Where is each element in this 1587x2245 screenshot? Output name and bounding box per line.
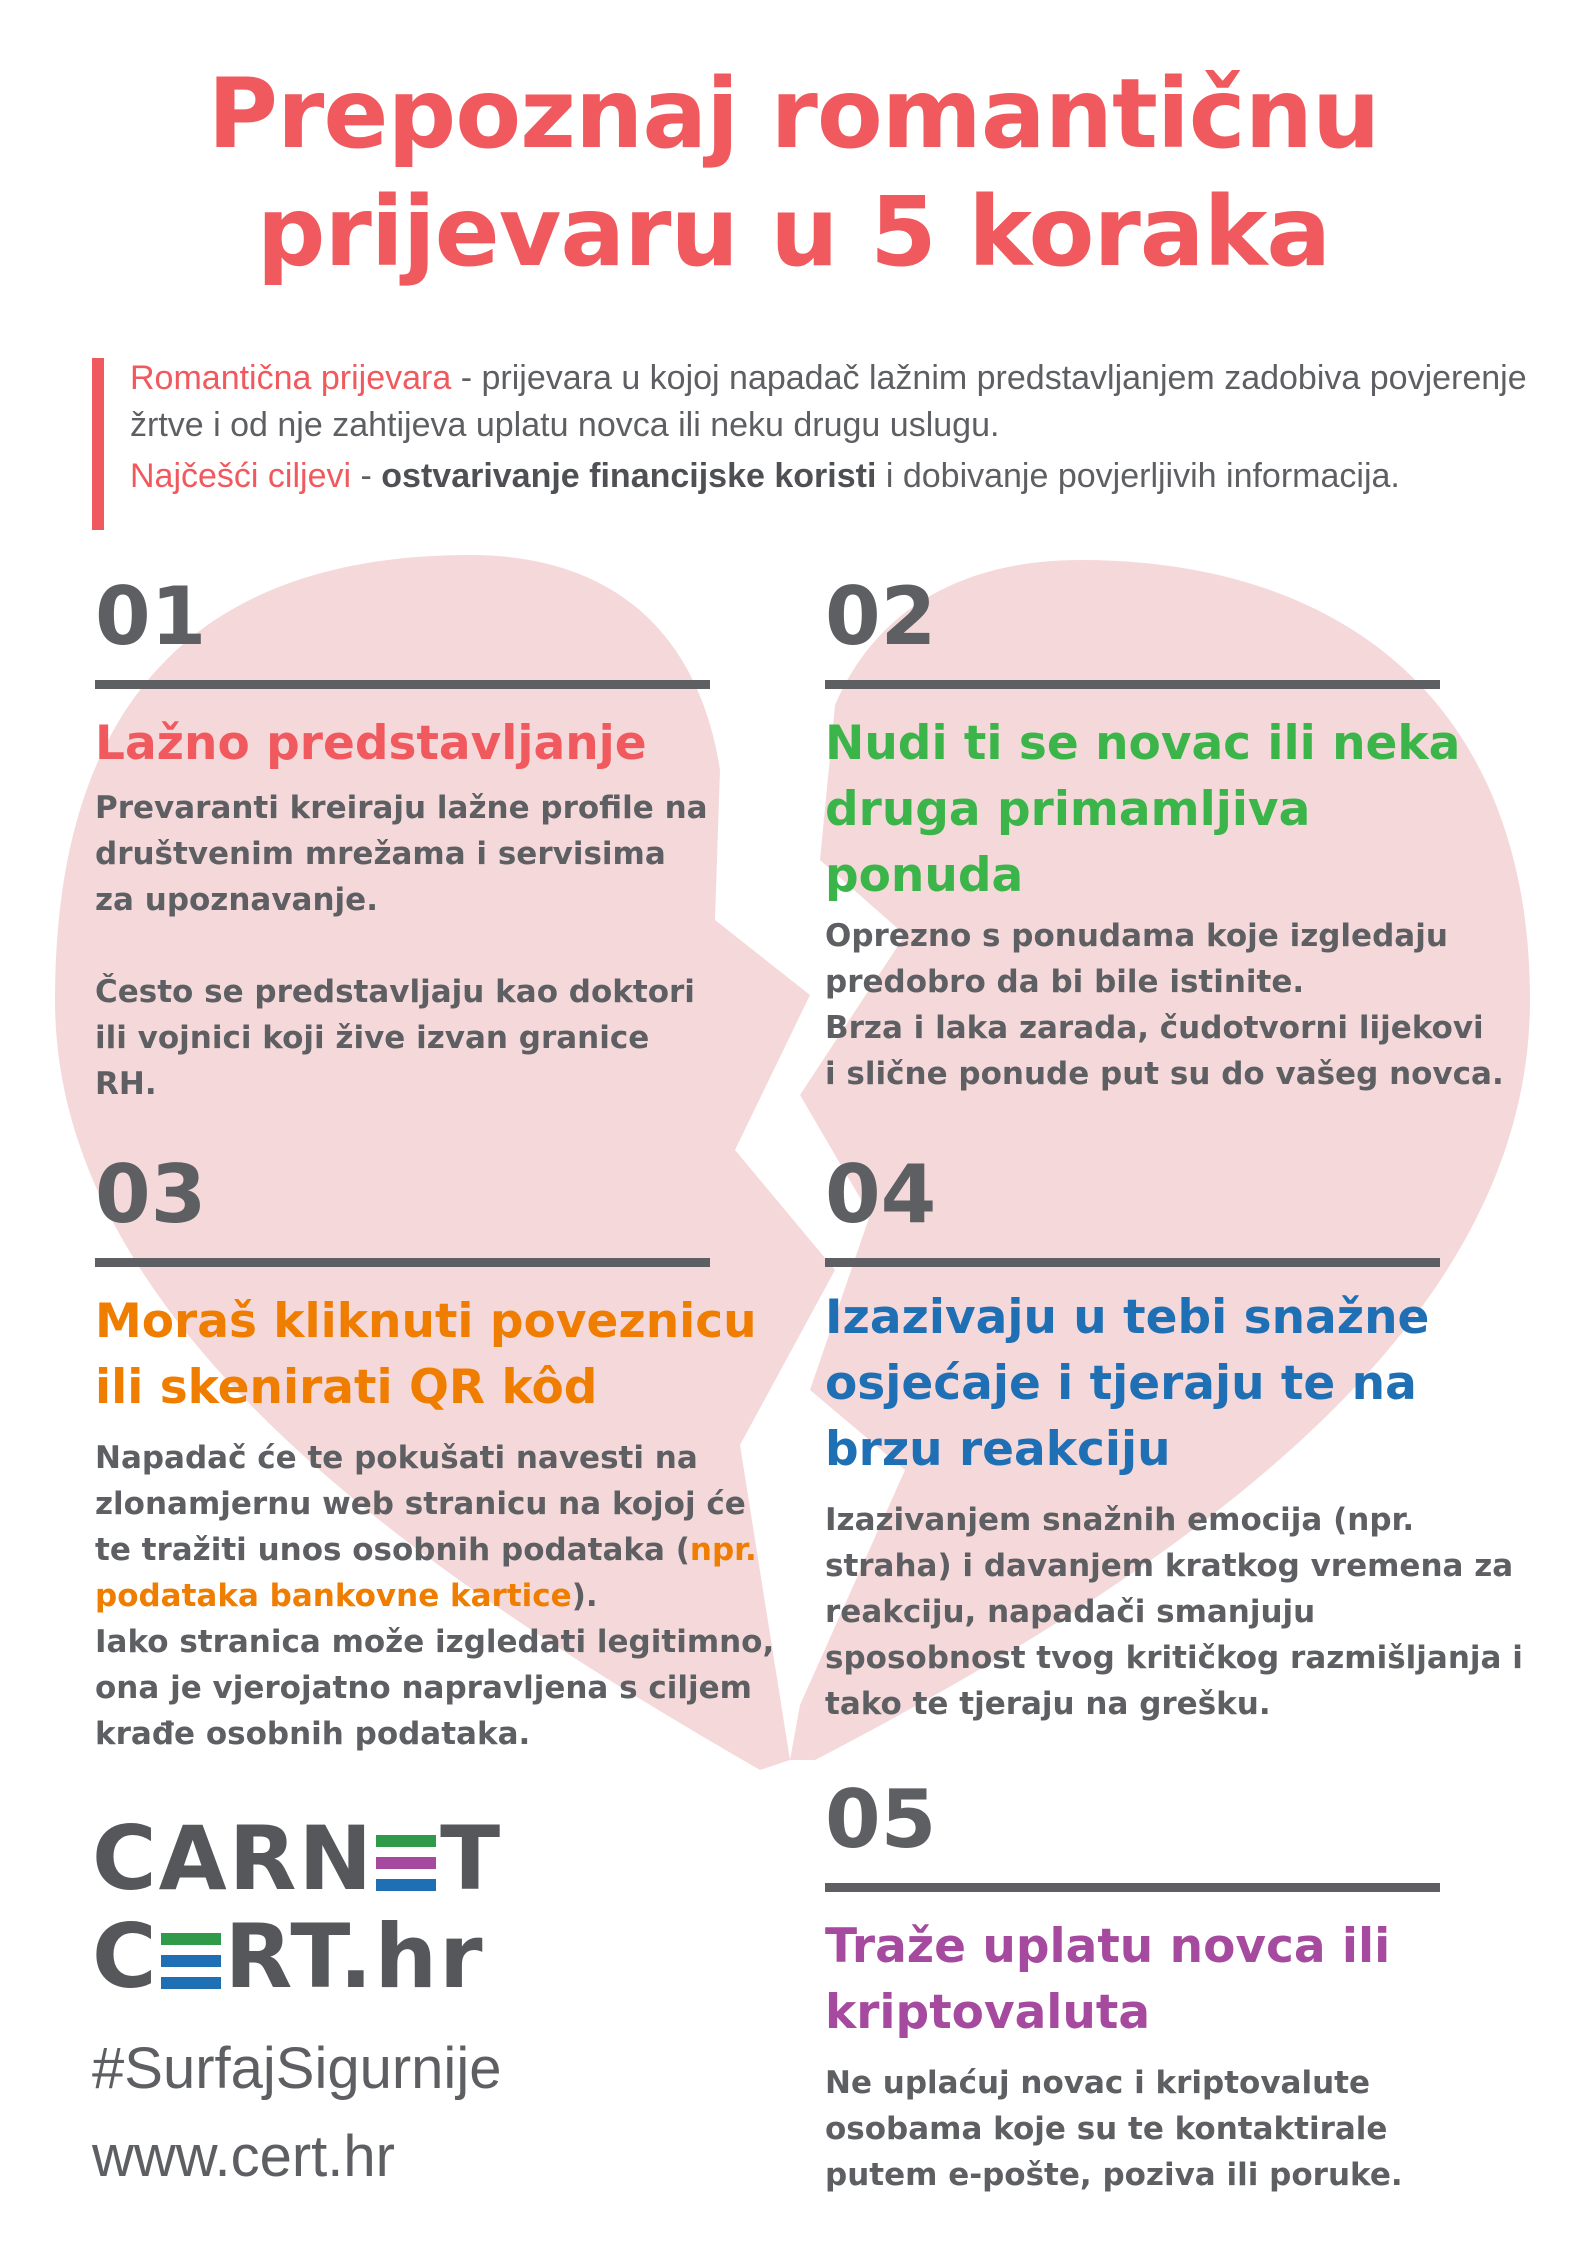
intro-term-1: Romantična prijevara <box>130 359 452 397</box>
step-04 <box>825 1150 1525 1727</box>
step-paragraph: Često se predstavljaju kao doktori ili vojnici koji žive izvan granice RH. <box>95 974 695 1102</box>
intro-accent-bar <box>92 358 104 530</box>
step-number: 04 <box>825 1148 937 1241</box>
carnet-cert-logo <box>92 1807 503 2008</box>
step-divider <box>825 1883 1440 1892</box>
step-03 <box>95 1150 775 1757</box>
hashtag: #SurfajSigurnije <box>92 2036 502 2101</box>
page-title <box>60 55 1527 291</box>
logo-text: C <box>92 1905 159 2008</box>
step-body <box>825 1497 1525 1727</box>
step-paragraph: Izazivanjem snažnih emocija (npr. straha) i davanjem kratkog vremena za reakciju, napadači smanjuju sposobnost tvog kritičkog razmišljanja i tako te tjeraju na grešku. <box>825 1502 1523 1722</box>
step-body <box>95 1435 775 1757</box>
step-body <box>825 2060 1425 2198</box>
logo-e-bars-icon <box>161 1923 223 1987</box>
title-line-2: prijevaru u 5 koraka <box>256 176 1331 288</box>
step-heading: Traže uplatu novca ili kriptovaluta <box>825 1919 1391 2040</box>
logo-e-bars-icon <box>376 1825 438 1889</box>
step-heading: Izazivaju u tebi snažne osjećaje i tjeraju te na brzu reakciju <box>825 1290 1430 1477</box>
website-link[interactable]: www.cert.hr <box>92 2124 395 2189</box>
step-divider <box>95 680 710 689</box>
logo-text: CARN <box>92 1807 375 1910</box>
step-divider <box>95 1258 710 1267</box>
step-divider <box>825 1258 1440 1267</box>
step-highlight: npr. podataka bankovne kartice <box>95 1532 757 1614</box>
step-number: 05 <box>825 1773 937 1866</box>
step-paragraph: Brza i laka zarada, čudotvorni lijekovi i slične ponude put su do vašeg novca. <box>825 1010 1504 1092</box>
intro-def-2a: - <box>351 457 382 495</box>
step-body <box>825 913 1505 1097</box>
step-heading: Moraš kliknuti poveznicu ili skenirati QR kôd <box>95 1294 757 1415</box>
step-heading: Nudi ti se novac ili neka druga primamljiva ponuda <box>825 716 1461 903</box>
step-number: 03 <box>95 1148 207 1241</box>
intro-def-1: - prijevara u kojoj napadač lažnim predstavljanjem zadobiva povjerenje žrtve i od nje zahtijeva uplatu novca ili neku drugu uslugu. <box>130 359 1527 444</box>
title-line-1: Prepoznaj romantičnu <box>207 58 1380 170</box>
step-text: Napadač će te pokušati navesti na zlonamjernu web stranicu na kojoj će te tražiti unos osobnih podataka ( <box>95 1440 746 1568</box>
step-05 <box>825 1775 1505 2198</box>
step-divider <box>825 680 1440 689</box>
step-number: 01 <box>95 570 207 663</box>
logo-line-carnet <box>92 1807 503 1910</box>
intro-goals <box>130 453 1530 500</box>
step-paragraph: Oprezno s ponudama koje izgledaju predobro da bi bile istinite. <box>825 918 1448 1000</box>
intro-term-2: Najčešći ciljevi <box>130 457 352 495</box>
step-paragraph <box>95 1435 775 1619</box>
step-heading: Lažno predstavljanje <box>95 716 647 771</box>
intro-text <box>130 355 1530 504</box>
logo-text: RT.hr <box>224 1905 485 2008</box>
step-paragraph: Prevaranti kreiraju lažne profile na društvenim mrežama i servisima za upoznavanje. <box>95 790 708 918</box>
step-01 <box>95 572 715 1107</box>
logo-text: T <box>440 1807 503 1910</box>
logo-line-cert <box>92 1905 502 2008</box>
step-paragraph: Ne uplaćuj novac i kriptovalute osobama koje su te kontaktirale putem e-pošte, poziva ili poruke. <box>825 2065 1403 2193</box>
step-text: ). <box>571 1578 598 1614</box>
intro-definition <box>130 355 1530 449</box>
step-number: 02 <box>825 570 937 663</box>
intro-def-2-bold: ostvarivanje financijske koristi <box>381 457 877 495</box>
intro-def-2b: i dobivanje povjerljivih informacija. <box>876 457 1400 495</box>
step-body <box>95 785 715 1107</box>
step-02 <box>825 572 1505 1097</box>
step-paragraph: Iako stranica može izgledati legitimno, ona je vjerojatno napravljena s ciljem krađe osobnih podataka. <box>95 1624 775 1752</box>
